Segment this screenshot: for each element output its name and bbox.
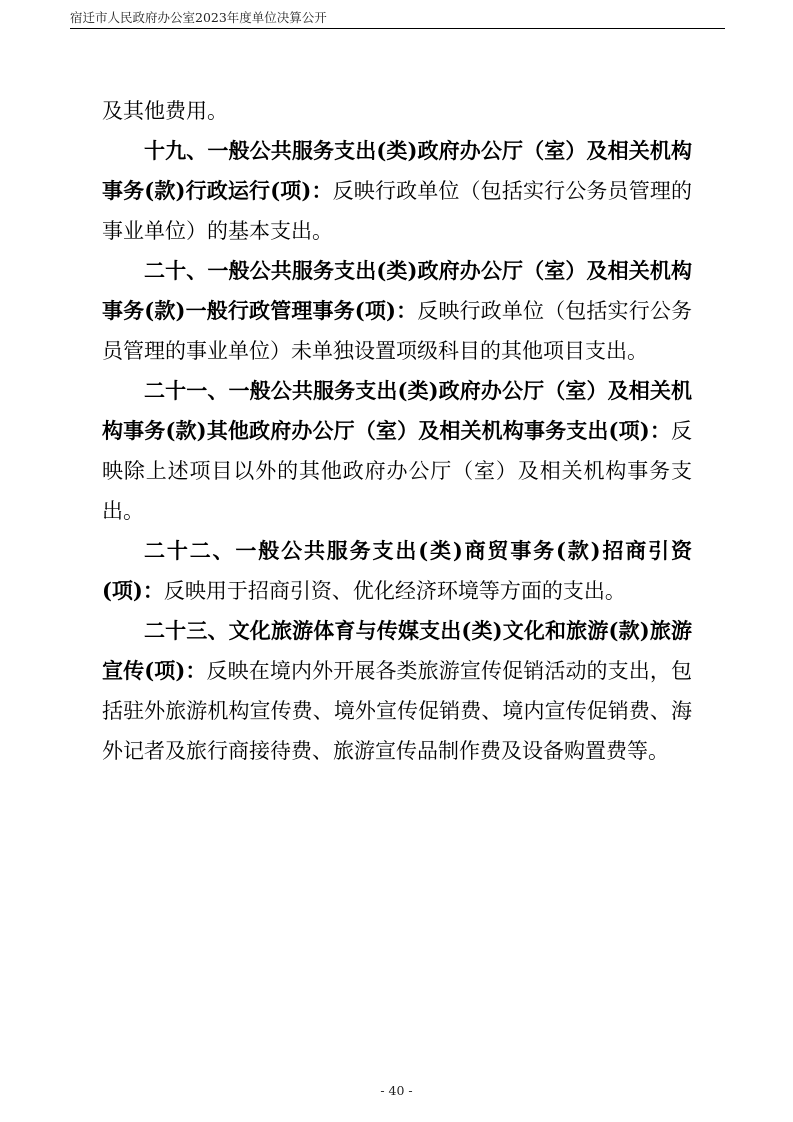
paragraph <box>102 131 692 251</box>
paragraph-text: 反映行政单位（包括实行公务员管理的事业单位）未单独设置项级科目的其他项目支出。 <box>102 299 692 363</box>
paragraph-text: 反映用于招商引资、优化经济环境等方面的支出。 <box>163 579 626 603</box>
paragraph <box>102 531 692 611</box>
page-header <box>70 8 725 29</box>
paragraph-heading: 二十一、一般公共服务支出(类)政府办公厅（室）及相关机构事务(款)其他政府办公厅（室）及相关机构事务支出(项)： <box>102 378 692 443</box>
paragraph-text: 反映行政单位（包括实行公务员管理的事业单位）的基本支出。 <box>102 179 692 243</box>
paragraph-heading: 二十二、一般公共服务支出(类)商贸事务(款)招商引资(项)： <box>102 538 692 603</box>
header-title: 宿迁市人民政府办公室2023年度单位决算公开 <box>70 10 327 25</box>
paragraph <box>102 91 692 131</box>
paragraph-text: 反映除上述项目以外的其他政府办公厅（室）及相关机构事务支出。 <box>102 419 692 523</box>
paragraph-text: 反映在境内外开展各类旅游宣传促销活动的支出，包括驻外旅游机构宣传费、境外宣传促销费、境内宣传促销费、海外记者及旅行商接待费、旅游宣传品制作费及设备购置费等。 <box>102 659 693 763</box>
paragraph <box>102 371 692 531</box>
document-body <box>102 91 692 771</box>
paragraph-text: 及其他费用。 <box>102 99 228 123</box>
paragraph-heading: 二十三、文化旅游体育与传媒支出(类)文化和旅游(款)旅游宣传(项)： <box>102 618 692 683</box>
paragraph-heading: 十九、一般公共服务支出(类)政府办公厅（室）及相关机构事务(款)行政运行(项)： <box>102 138 692 203</box>
paragraph <box>102 611 692 771</box>
paragraph <box>102 251 692 371</box>
page-footer <box>0 1083 793 1099</box>
page-number: - 40 - <box>380 1083 413 1098</box>
paragraph-heading: 二十、一般公共服务支出(类)政府办公厅（室）及相关机构事务(款)一般行政管理事务(项)： <box>102 258 692 323</box>
